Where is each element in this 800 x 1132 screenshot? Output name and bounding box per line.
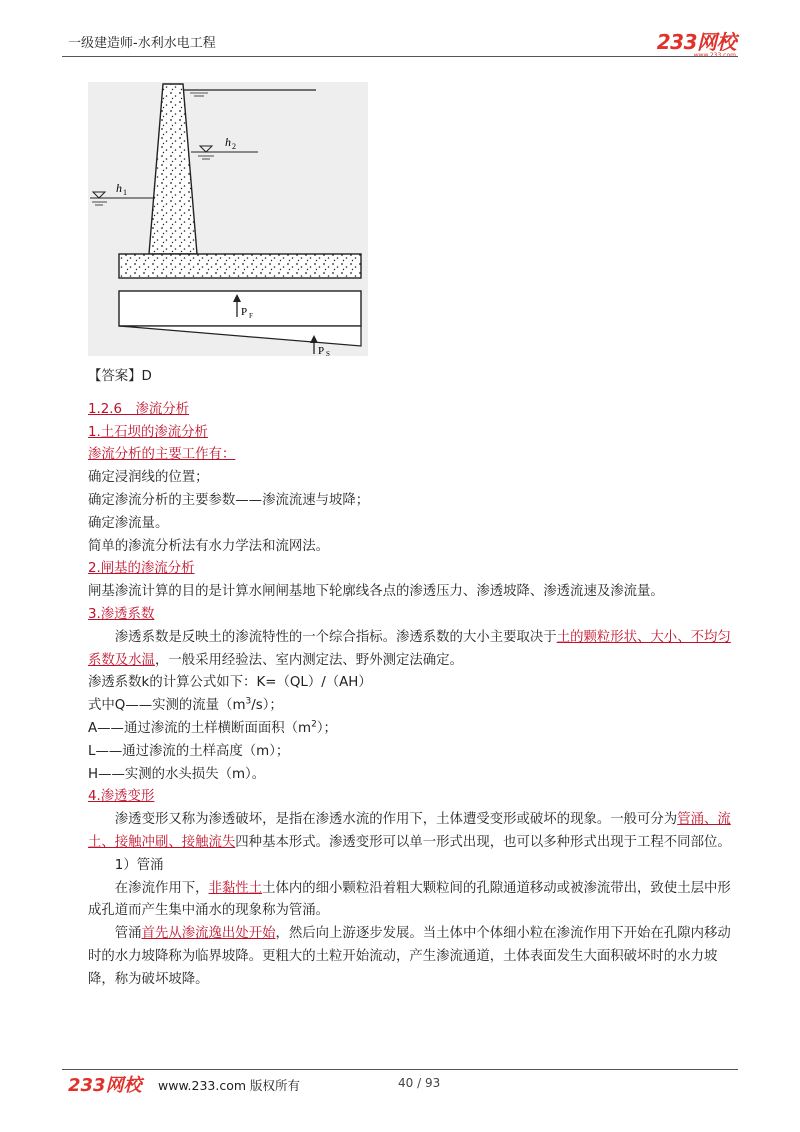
paragraph: 渗透变形又称为渗透破坏，是指在渗透水流的作用下，土体遭受变形或破坏的现象。一般可分为管涌、流土、接触冲刷、接触流失四种基本形式。渗透变形可以单一形式出现，也可以多种形式出现于工程不同部位。 xyxy=(88,812,731,850)
paragraph: 在渗流作用下，非黏性土土体内的细小颗粒沿着粗大颗粒间的孔隙通道移动或被渗流带出，致使土层中形成孔道而产生集中涌水的现象称为管涌。 xyxy=(88,880,731,919)
water-symbol-icon xyxy=(200,146,212,152)
footer-logo: 233网校 xyxy=(68,1075,142,1096)
header-divider xyxy=(62,56,738,57)
paragraph: 确定渗流量。 xyxy=(88,515,169,531)
page-header xyxy=(68,26,736,56)
wall-base xyxy=(119,254,361,278)
heading-permeability: 3.渗透系数 xyxy=(88,606,155,622)
page-number: 40 / 93 xyxy=(398,1076,441,1090)
highlight-text: 首先从渗流逸出处开始 xyxy=(141,926,276,942)
paragraph: 管涌首先从渗流逸出处开始，然后向上游逐步发展。当土体中个体细小粒在渗流作用下开始在孔隙内移动时的水力坡降称为临界坡降。更粗大的土粒开始流动，产生渗流通道，土体表面发生大面积破坏时的水力坡降，称为破坏坡降。 xyxy=(88,926,731,987)
paragraph: 确定渗流分析的主要参数——渗流流速与坡降； xyxy=(88,492,370,508)
label-pf: P xyxy=(241,306,248,318)
page-footer xyxy=(68,1073,736,1099)
paragraph: 闸基渗流计算的目的是计算水闸闸基地下轮廓线各点的渗透压力、渗透坡降、渗透流速及渗流量。 xyxy=(88,584,664,600)
label-h2-sub: 2 xyxy=(232,142,236,151)
footer-copyright: www.233.com 版权所有 xyxy=(158,1078,300,1093)
heading-sluice-seepage: 2.闸基的渗流分析 xyxy=(88,561,195,577)
label-ps: P xyxy=(318,345,325,356)
paragraph: 式中Q——实测的流量$(m^3/s)$； xyxy=(88,696,283,714)
label-pf-sub: F xyxy=(249,312,253,320)
wall-stem xyxy=(149,84,197,254)
document-body xyxy=(88,366,738,992)
paragraph: 确定浸润线的位置； xyxy=(88,470,209,486)
footer-divider xyxy=(62,1069,738,1070)
label-h1-sub: 1 xyxy=(123,188,127,197)
highlight-text: 土的颗粒形状、大小、不均匀系数及水温 xyxy=(88,629,731,668)
paragraph: 渗透系数是反映土的渗流特性的一个综合指标。渗透系数的大小主要取决于土的颗粒形状、大小、不均匀系数及水温，一般采用经验法、室内测定法、野外测定法确定。 xyxy=(88,629,731,668)
subheading-piping: 1）管涌 xyxy=(114,857,164,873)
highlight-text: 管涌、流土、接触冲刷、接触流失 xyxy=(88,812,731,850)
heading-earth-dam-seepage: 1.土石坝的渗流分析 xyxy=(88,424,208,440)
answer-line: 【答案】D xyxy=(88,369,152,384)
paragraph: 简单的渗流分析法有水力学法和流网法。 xyxy=(88,538,330,554)
label-h1: h xyxy=(116,181,122,195)
retaining-wall-diagram xyxy=(88,82,368,356)
label-ps-sub: S xyxy=(326,350,330,356)
header-title: 一级建造师-水利水电工程 xyxy=(68,36,216,51)
highlight-text: 非黏性土 xyxy=(208,880,263,896)
paragraph: H——实测的水头损失（m）。 xyxy=(88,766,266,782)
brand-logo xyxy=(657,26,736,59)
water-symbol-icon xyxy=(93,192,105,198)
paragraph: A——通过渗流的土样横断面面积$(m^2)$； xyxy=(88,719,337,736)
paragraph: 渗透系数k的计算公式如下：K=（QL）/（AH） xyxy=(88,675,372,691)
paragraph: L——通过渗流的土样高度（m）； xyxy=(88,743,290,759)
uplift-rect xyxy=(119,291,361,326)
subheading-seepage-tasks: 渗流分析的主要工作有： xyxy=(88,447,236,463)
retaining-wall-figure xyxy=(88,82,368,356)
heading-seepage-deformation: 4.渗透变形 xyxy=(88,789,155,805)
logo-text: 233网校 xyxy=(656,30,736,54)
label-h2: h xyxy=(225,135,231,149)
seepage-triangle xyxy=(119,326,361,346)
section-heading: 1.2.6 渗流分析 xyxy=(88,401,190,417)
